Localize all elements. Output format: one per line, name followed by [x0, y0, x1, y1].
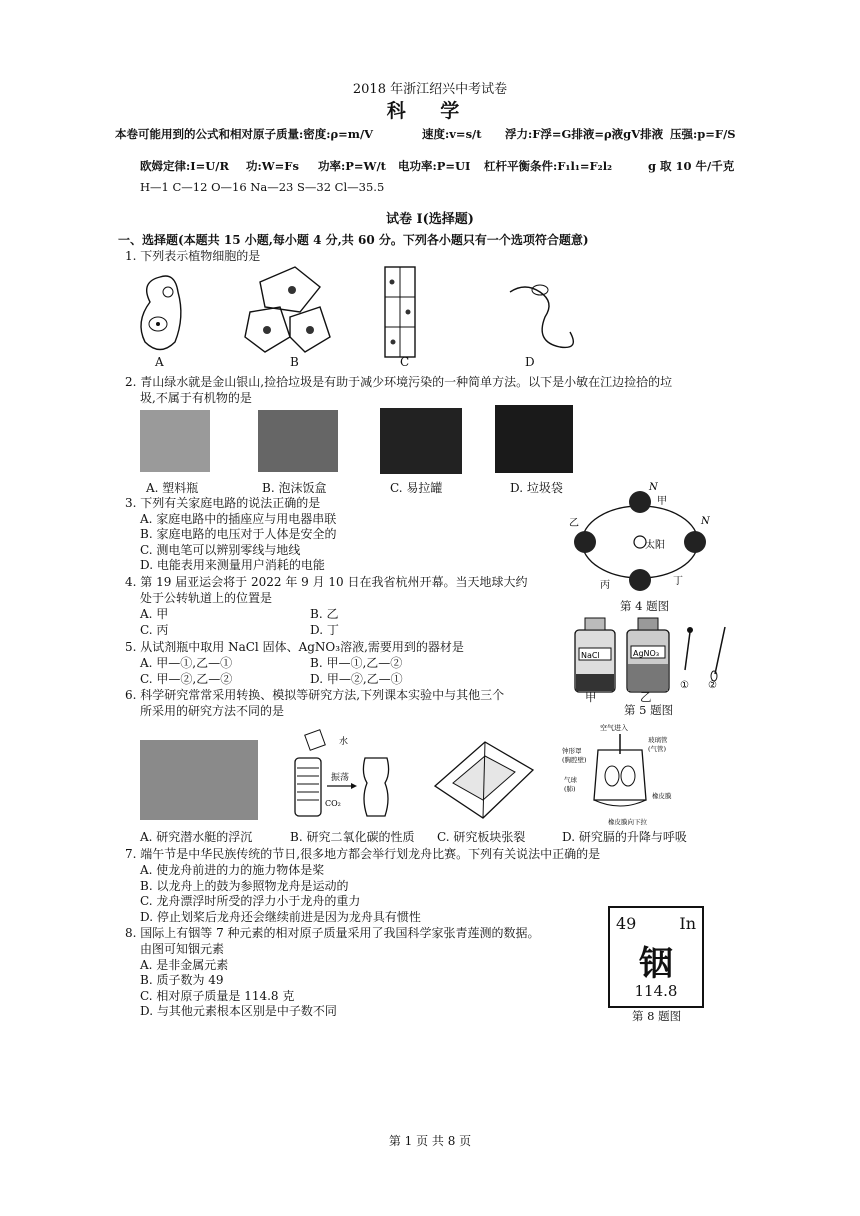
q5-stem: 5. 从试剂瓶中取用 NaCl 固体、AgNO₃溶液,需要用到的器材是 [125, 640, 464, 654]
formula-ohm: 欧姆定律:I=U/R [140, 159, 230, 173]
atomic-masses: H—1 C—12 O—16 Na—23 S—32 Cl—35.5 [140, 180, 385, 194]
q6-option-a: A. 研究潜水艇的浮沉 [140, 830, 253, 844]
q1-cell-figures [130, 262, 610, 362]
q5-label-yi: 乙 [640, 690, 652, 704]
q2-stem-line1: 2. 青山绿水就是金山银山,捡拾垃圾是有助于减少环境污染的一种简单方法。以下是小敏在江边捡拾的垃 [125, 375, 673, 389]
q2-option-b: B. 泡沫饭盒 [262, 481, 327, 495]
q1-figure-c [385, 267, 415, 357]
q8-option-a: A. 是非金属元素 [140, 958, 229, 972]
q8-option-b: B. 质子数为 49 [140, 973, 224, 987]
q2-photo-can [380, 408, 462, 474]
q6-balloon: 气球 [564, 776, 577, 784]
q4-label-n2: N [701, 516, 710, 527]
q7-option-a: A. 使龙舟前进的力的施力物体是桨 [140, 863, 325, 877]
formula-speed: 速度:v=s/t [422, 127, 482, 141]
q1-label-c: C [400, 355, 410, 369]
element-number: 49 [616, 914, 637, 933]
q6-photo-submarine [140, 740, 258, 820]
bottle2-label: AgNO₃ [633, 649, 660, 658]
dropper-icon [685, 632, 690, 670]
q2-photo-foam-box [258, 410, 338, 472]
q4-option-a: A. 甲 [140, 607, 169, 621]
q4-label-ding: 丁 [673, 576, 683, 587]
q4-option-d: D. 丁 [310, 623, 339, 637]
formula-pressure: 压强:p=F/S [670, 127, 736, 141]
q5-label-jia: 甲 [585, 690, 597, 704]
q4-figure-caption: 第 4 题图 [620, 599, 670, 613]
q3-stem: 3. 下列有关家庭电路的说法正确的是 [125, 496, 321, 510]
earth-ding-icon [684, 531, 706, 553]
q4-label-jia: 甲 [657, 496, 667, 507]
formula-work: 功:W=Fs [246, 159, 299, 173]
q4-stem-line2: 处于公转轨道上的位置是 [140, 591, 273, 605]
q6-option-c: C. 研究板块张裂 [437, 830, 526, 844]
q4-label-sun: 太阳 [645, 540, 665, 551]
q6-bell-jar: 钟形罩 [562, 747, 582, 755]
q6-air-in: 空气进入 [600, 724, 628, 732]
spoon-icon [715, 627, 725, 674]
q6-stem-line2: 所采用的研究方法不同的是 [140, 704, 285, 718]
q1-figure-a [141, 276, 181, 350]
section-instruction: 一、选择题(本题共 15 小题,每小题 4 分,共 60 分。下列各小题只有一个选项符合题意) [118, 233, 589, 247]
q4-option-c: C. 丙 [140, 623, 169, 637]
q1-figure-d [510, 285, 573, 347]
q6-trachea: (气管) [648, 745, 667, 753]
q2-option-c: C. 易拉罐 [390, 481, 443, 495]
q8-option-d: D. 与其他元素根本区别是中子数不同 [140, 1004, 337, 1018]
formula-buoyancy: 浮力:F浮=G排液=ρ液gV排液 [505, 127, 664, 141]
q4-orbit-figure [565, 478, 715, 598]
q6-diaphragm-figure [560, 720, 680, 826]
bottle1-label: NaCl [581, 651, 600, 660]
q4-stem-line1: 4. 第 19 届亚运会将于 2022 年 9 月 10 日在我省杭州开幕。当天地球大约 [125, 575, 528, 589]
q2-option-a: A. 塑料瓶 [146, 481, 199, 495]
q6-option-d: D. 研究膈的升降与呼吸 [562, 830, 687, 844]
q5-option-a: A. 甲—①,乙—① [140, 656, 233, 670]
q2-photo-plastic-bottle [140, 410, 210, 472]
q4-label-yi: 乙 [569, 518, 579, 529]
q3-option-a: A. 家庭电路中的插座应与用电器串联 [140, 512, 337, 526]
element-mass: 114.8 [634, 982, 678, 1000]
q2-stem-line2: 圾,不属于有机物的是 [140, 391, 252, 405]
section-title: 试卷 Ⅰ(选择题) [386, 212, 474, 227]
q1-label-a: A [155, 355, 164, 369]
q8-option-c: C. 相对原子质量是 114.8 克 [140, 989, 295, 1003]
q6-pull-down: 橡皮膜向下拉 [608, 818, 647, 826]
q4-label-n1: N [649, 482, 658, 493]
element-symbol: In [679, 914, 696, 933]
q5-option-c: C. 甲—②,乙—② [140, 672, 233, 686]
q5-option-b: B. 甲—①,乙—② [310, 656, 403, 670]
q3-option-c: C. 测电笔可以辨别零线与地线 [140, 543, 301, 557]
q1-figure-b [245, 267, 330, 352]
q6-plate-figure [425, 736, 535, 822]
q2-photo-garbage-bag [495, 405, 573, 473]
q2-option-d: D. 垃圾袋 [510, 481, 563, 495]
tool1-label: ① [680, 680, 689, 691]
q6-option-b: B. 研究二氧化碳的性质 [290, 830, 415, 844]
q7-option-d: D. 停止划桨后龙舟还会继续前进是因为龙舟具有惯性 [140, 910, 421, 924]
q1-label-d: D [525, 355, 535, 369]
q3-option-b: B. 家庭电路的电压对于人体是安全的 [140, 527, 337, 541]
q7-stem: 7. 端午节是中华民族传统的节日,很多地方都会举行划龙舟比赛。下列有关说法中正确的是 [125, 847, 601, 861]
earth-yi-icon [574, 531, 596, 553]
q8-figure-caption: 第 8 题图 [632, 1009, 682, 1023]
q7-option-b: B. 以龙舟上的鼓为参照物龙舟是运动的 [140, 879, 349, 893]
subject-title: 科 学 [386, 100, 474, 122]
q4-option-b: B. 乙 [310, 607, 339, 621]
q5-figure-caption: 第 5 题图 [624, 703, 674, 717]
q6-co2-label: CO₂ [325, 799, 341, 808]
earth-jia-icon [629, 491, 651, 513]
q3-option-d: D. 电能表用来测量用户消耗的电能 [140, 558, 325, 572]
q6-stem-line1: 6. 科学研究常常采用转换、模拟等研究方法,下列课本实验中与其他三个 [125, 688, 505, 702]
q1-label-b: B [290, 355, 299, 369]
formula-lever: 杠杆平衡条件:F₁l₁=F₂l₂ [484, 159, 613, 173]
exam-title: 2018 年浙江绍兴中考试卷 [352, 82, 508, 97]
q6-co2-figure [285, 728, 405, 823]
formula-power: 功率:P=W/t [318, 159, 386, 173]
formula-density: 本卷可能用到的公式和相对原子质量:密度:ρ=m/V [115, 127, 374, 141]
q7-option-c: C. 龙舟漂浮时所受的浮力小于龙舟的重力 [140, 894, 361, 908]
q8-stem-line1: 8. 国际上有铟等 7 种元素的相对原子质量采用了我国科学家张青莲测的数据。 [125, 926, 540, 940]
element-name: 铟 [639, 944, 673, 984]
earth-bing-icon [629, 569, 651, 591]
q5-option-d: D. 甲—②,乙—① [310, 672, 403, 686]
q6-shake-label: 振荡 [331, 773, 350, 783]
q6-water-label: 水 [339, 737, 349, 747]
q1-stem: 1. 下列表示植物细胞的是 [125, 249, 261, 263]
tool2-label: ② [708, 680, 717, 691]
page-footer: 第 1 页 共 8 页 [388, 1134, 472, 1148]
q5-bottles-figure [565, 612, 740, 700]
q8-stem-line2: 由图可知铟元素 [140, 942, 225, 956]
q6-lung: (肺) [564, 785, 576, 793]
q4-label-bing: 丙 [600, 580, 610, 591]
q6-thorax: (胸腔壁) [562, 756, 587, 764]
formula-g: g 取 10 牛/千克 [648, 159, 735, 173]
indium-element-card [608, 906, 704, 1008]
q6-glass-tube: 玻璃管 [648, 736, 668, 744]
formula-elec-power: 电功率:P=UI [398, 159, 471, 173]
q6-membrane: 橡皮膜 [652, 792, 672, 800]
